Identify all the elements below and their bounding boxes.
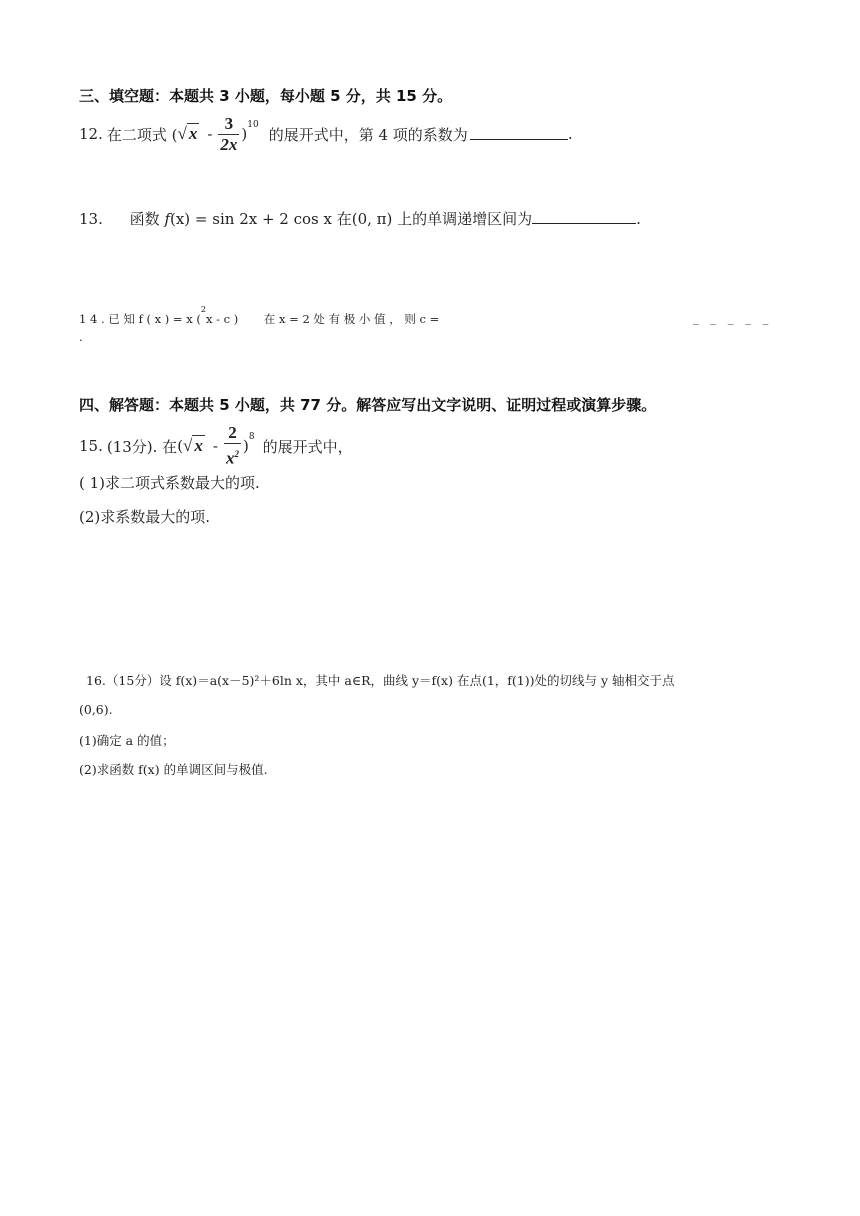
q16-part-1: (1)确定 a 的值； [79, 733, 175, 748]
q12-suffix: 的展开式中，第 4 项的系数为 [268, 125, 468, 144]
q14-sup: 2 [200, 305, 206, 315]
q16-part-2: (2)求函数 f(x) 的单调区间与极值. [79, 762, 268, 777]
q12-exponent: 10 [247, 120, 259, 130]
q15-minus: - [212, 437, 218, 455]
q15-exponent: 8 [248, 432, 255, 442]
section-3-header: 三、填空题：本题共 3 小题，每小题 5 分，共 15 分。 [79, 87, 453, 105]
q15-close: ) [242, 437, 249, 455]
question-15 [79, 424, 353, 468]
q13-number: 13. [79, 210, 103, 228]
q13-text-b: (x) = sin 2x + 2 cos x 在(0, π) 上的单调递增区间为 [170, 210, 533, 228]
q12-close: ) [241, 125, 248, 143]
q14-number: 1 4 . [79, 312, 105, 326]
q12-prefix: 在二项式 ( [106, 125, 178, 144]
q15-part-1: ( 1)求二项式系数最大的项. [79, 474, 260, 492]
q12-number: 12. [79, 125, 103, 143]
q13-func: f [164, 210, 170, 228]
q15-sqrt: √ x [183, 436, 203, 455]
q15-fraction: $\frac{2}{x^2}$ [225, 423, 239, 468]
q12-fraction: $\frac{3}{2x}$ [220, 113, 238, 154]
q14-text2: x - c ) [205, 312, 239, 326]
q13-text-a: 函数 [129, 210, 160, 228]
q13-end: . [636, 210, 641, 228]
q16-line-1: 16.（15分）设 f(x)＝a(x－5)²＋6ln x，其中 a∈R，曲线 y＝f(x) 在点(1，f(1))处的切线与 y 轴相交于点 [86, 673, 675, 688]
q15-number: 15. [79, 437, 103, 455]
question-14 [79, 305, 789, 327]
q12-sqrt: √ x [177, 124, 198, 143]
q13-answer-blank[interactable] [532, 213, 636, 224]
q12-end: . [567, 125, 573, 143]
q15-suffix: 的展开式中， [262, 437, 353, 456]
q14-text: 已 知 f ( x ) = x ( [108, 312, 201, 326]
q16-line-2: (0,6). [79, 702, 113, 717]
question-12 [79, 112, 573, 156]
q15-open: ( [177, 437, 184, 455]
q12-answer-blank[interactable] [470, 129, 568, 140]
q14-text3: 在 x = 2 处 有 极 小 值 ， 则 c = [263, 312, 440, 326]
section-4-header: 四、解答题：本题共 5 小题，共 77 分。解答应写出文字说明、证明过程或演算步骤。 [79, 396, 657, 414]
q14-answer-blank[interactable]: _ _ _ _ _ [693, 311, 773, 325]
q15-points: (13分). 在 [106, 437, 178, 456]
q12-minus: - [207, 125, 213, 143]
q14-dot: . [79, 330, 83, 344]
q15-part-2: (2)求系数最大的项. [79, 508, 211, 526]
question-13 [79, 208, 641, 229]
